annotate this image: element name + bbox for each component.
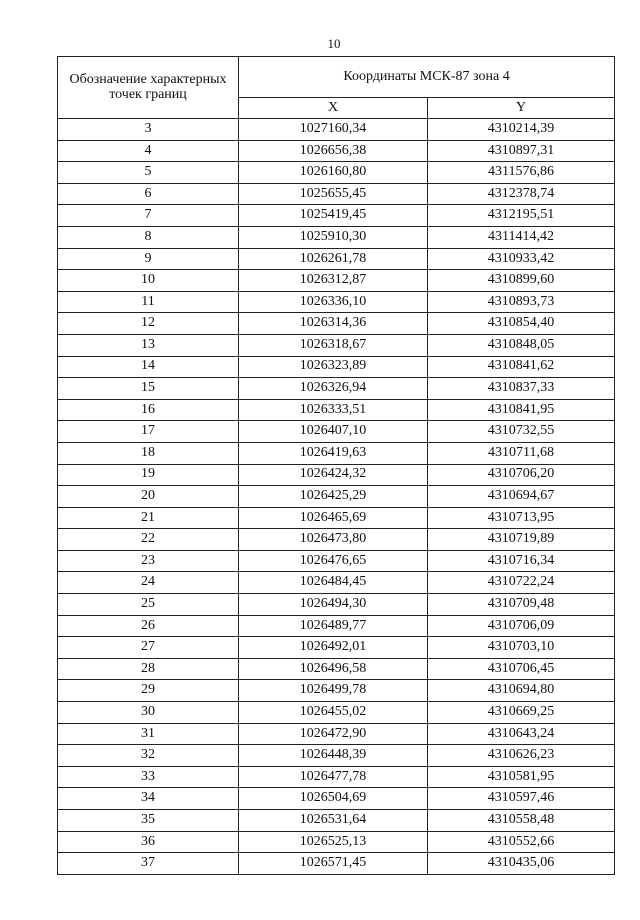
point-cell: 29 (58, 680, 239, 702)
x-coordinate-cell: 1026465,69 (239, 507, 428, 529)
y-coordinate-cell: 4310899,60 (428, 270, 615, 292)
y-coordinate-cell: 4310841,62 (428, 356, 615, 378)
x-coordinate-cell: 1025910,30 (239, 226, 428, 248)
y-coordinate-cell: 4311414,42 (428, 226, 615, 248)
y-coordinate-cell: 4310848,05 (428, 334, 615, 356)
point-cell: 24 (58, 572, 239, 594)
x-coordinate-cell: 1026477,78 (239, 766, 428, 788)
table-row (58, 723, 615, 745)
y-coordinate-cell: 4310713,95 (428, 507, 615, 529)
page-number: 10 (327, 36, 341, 51)
x-coordinate-cell: 1026484,45 (239, 572, 428, 594)
table-row (58, 572, 615, 594)
y-coordinate-cell: 4310581,95 (428, 766, 615, 788)
x-coordinate-cell: 1026323,89 (239, 356, 428, 378)
y-coordinate-cell: 4310214,39 (428, 119, 615, 141)
y-coordinate-cell: 4310837,33 (428, 378, 615, 400)
y-coordinate-cell: 4310711,68 (428, 442, 615, 464)
x-coordinate-cell: 1026318,67 (239, 334, 428, 356)
point-cell: 12 (58, 313, 239, 335)
point-cell: 27 (58, 637, 239, 659)
y-coordinate-cell: 4310719,89 (428, 529, 615, 551)
x-coordinate-cell: 1026425,29 (239, 486, 428, 508)
coordinates-table (57, 56, 615, 875)
point-cell: 5 (58, 162, 239, 184)
x-coordinate-cell: 1026314,36 (239, 313, 428, 335)
x-coordinate-cell: 1026448,39 (239, 745, 428, 767)
point-cell: 4 (58, 140, 239, 162)
table-body (58, 119, 615, 875)
table-row (58, 399, 615, 421)
x-coordinate-cell: 1026407,10 (239, 421, 428, 443)
point-cell: 23 (58, 550, 239, 572)
x-coordinate-cell: 1026312,87 (239, 270, 428, 292)
table-row (58, 248, 615, 270)
x-coordinate-cell: 1026424,32 (239, 464, 428, 486)
table-row (58, 421, 615, 443)
y-coordinate-cell: 4310933,42 (428, 248, 615, 270)
y-coordinate-cell: 4310643,24 (428, 723, 615, 745)
table-row (58, 464, 615, 486)
x-coordinate-cell: 1026492,01 (239, 637, 428, 659)
point-cell: 11 (58, 291, 239, 313)
table-row (58, 119, 615, 141)
point-cell: 7 (58, 205, 239, 227)
table-header (58, 57, 615, 119)
point-cell: 15 (58, 378, 239, 400)
y-coordinate-cell: 4310854,40 (428, 313, 615, 335)
y-coordinate-cell: 4310694,67 (428, 486, 615, 508)
x-coordinate-cell: 1026525,13 (239, 831, 428, 853)
x-coordinate-cell: 1026504,69 (239, 788, 428, 810)
y-coordinate-cell: 4310709,48 (428, 594, 615, 616)
x-coordinate-cell: 1026336,10 (239, 291, 428, 313)
x-coordinate-cell: 1025419,45 (239, 205, 428, 227)
table-row (58, 313, 615, 335)
table-row (58, 356, 615, 378)
table-row (58, 658, 615, 680)
point-cell: 31 (58, 723, 239, 745)
table-row (58, 831, 615, 853)
y-coordinate-cell: 4310552,66 (428, 831, 615, 853)
table-row (58, 766, 615, 788)
point-cell: 33 (58, 766, 239, 788)
y-coordinate-cell: 4312195,51 (428, 205, 615, 227)
y-coordinate-cell: 4310626,23 (428, 745, 615, 767)
table-row (58, 745, 615, 767)
y-coordinate-cell: 4310722,24 (428, 572, 615, 594)
point-cell: 3 (58, 119, 239, 141)
x-coordinate-cell: 1026472,90 (239, 723, 428, 745)
x-coordinate-cell: 1026419,63 (239, 442, 428, 464)
table-row (58, 853, 615, 875)
point-cell: 32 (58, 745, 239, 767)
x-coordinate-cell: 1025655,45 (239, 183, 428, 205)
point-cell: 37 (58, 853, 239, 875)
table-row (58, 442, 615, 464)
table-row (58, 486, 615, 508)
point-cell: 28 (58, 658, 239, 680)
x-coordinate-cell: 1027160,34 (239, 119, 428, 141)
y-coordinate-cell: 4310897,31 (428, 140, 615, 162)
table-row (58, 637, 615, 659)
point-cell: 25 (58, 594, 239, 616)
y-coordinate-cell: 4310558,48 (428, 810, 615, 832)
table-row (58, 594, 615, 616)
point-cell: 13 (58, 334, 239, 356)
table-row (58, 205, 615, 227)
x-coordinate-cell: 1026531,64 (239, 810, 428, 832)
table-row (58, 378, 615, 400)
x-coordinate-cell: 1026261,78 (239, 248, 428, 270)
point-cell: 16 (58, 399, 239, 421)
point-cell: 36 (58, 831, 239, 853)
point-cell: 9 (58, 248, 239, 270)
header-x: X (239, 98, 428, 119)
point-cell: 14 (58, 356, 239, 378)
y-coordinate-cell: 4310706,09 (428, 615, 615, 637)
table-row (58, 680, 615, 702)
point-cell: 8 (58, 226, 239, 248)
point-cell: 35 (58, 810, 239, 832)
x-coordinate-cell: 1026473,80 (239, 529, 428, 551)
point-cell: 34 (58, 788, 239, 810)
y-coordinate-cell: 4312378,74 (428, 183, 615, 205)
x-coordinate-cell: 1026496,58 (239, 658, 428, 680)
y-coordinate-cell: 4310841,95 (428, 399, 615, 421)
y-coordinate-cell: 4310716,34 (428, 550, 615, 572)
table-row (58, 788, 615, 810)
x-coordinate-cell: 1026476,65 (239, 550, 428, 572)
point-cell: 19 (58, 464, 239, 486)
table-row (58, 550, 615, 572)
x-coordinate-cell: 1026333,51 (239, 399, 428, 421)
point-cell: 22 (58, 529, 239, 551)
y-coordinate-cell: 4310703,10 (428, 637, 615, 659)
table-row (58, 529, 615, 551)
y-coordinate-cell: 4310893,73 (428, 291, 615, 313)
y-coordinate-cell: 4311576,86 (428, 162, 615, 184)
point-cell: 21 (58, 507, 239, 529)
x-coordinate-cell: 1026494,30 (239, 594, 428, 616)
table-row (58, 226, 615, 248)
x-coordinate-cell: 1026656,38 (239, 140, 428, 162)
y-coordinate-cell: 4310597,46 (428, 788, 615, 810)
x-coordinate-cell: 1026489,77 (239, 615, 428, 637)
x-coordinate-cell: 1026326,94 (239, 378, 428, 400)
y-coordinate-cell: 4310435,06 (428, 853, 615, 875)
table-row (58, 270, 615, 292)
table-row (58, 140, 615, 162)
point-cell: 17 (58, 421, 239, 443)
table-row (58, 810, 615, 832)
table-row (58, 334, 615, 356)
x-coordinate-cell: 1026160,80 (239, 162, 428, 184)
header-point-designation: Обозначение характерных точек границ (58, 57, 239, 119)
table-row (58, 183, 615, 205)
header-coordinates: Координаты МСК-87 зона 4 (239, 57, 615, 98)
point-cell: 10 (58, 270, 239, 292)
point-cell: 30 (58, 702, 239, 724)
y-coordinate-cell: 4310732,55 (428, 421, 615, 443)
point-cell: 18 (58, 442, 239, 464)
x-coordinate-cell: 1026571,45 (239, 853, 428, 875)
point-cell: 20 (58, 486, 239, 508)
table-row (58, 291, 615, 313)
y-coordinate-cell: 4310706,20 (428, 464, 615, 486)
y-coordinate-cell: 4310706,45 (428, 658, 615, 680)
table-row (58, 615, 615, 637)
x-coordinate-cell: 1026499,78 (239, 680, 428, 702)
point-cell: 26 (58, 615, 239, 637)
point-cell: 6 (58, 183, 239, 205)
table-row (58, 702, 615, 724)
y-coordinate-cell: 4310694,80 (428, 680, 615, 702)
y-coordinate-cell: 4310669,25 (428, 702, 615, 724)
header-y: Y (428, 98, 615, 119)
x-coordinate-cell: 1026455,02 (239, 702, 428, 724)
table-row (58, 507, 615, 529)
table-row (58, 162, 615, 184)
